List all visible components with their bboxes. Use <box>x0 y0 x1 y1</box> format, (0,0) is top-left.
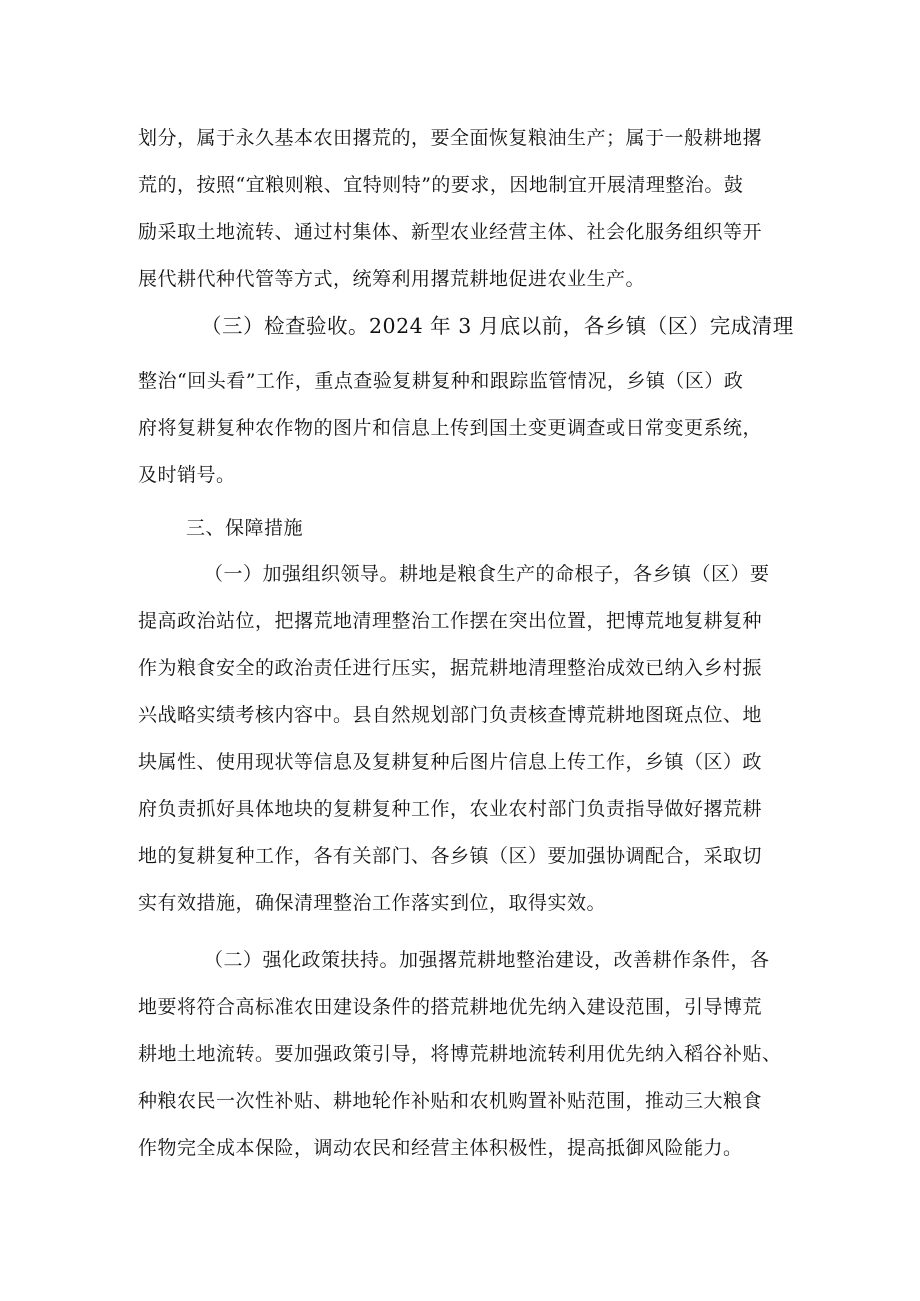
paragraph-line: 兴战略实绩考核内容中。县自然规划部门负责核查博荒耕地图斑点位、地 <box>138 704 763 726</box>
paragraph-line: 提高政治站位，把撂荒地清理整治工作摆在突出位置，把博荒地复耕复种 <box>138 610 763 632</box>
paragraph-line: 地要将符合高标准农田建设条件的搭荒耕地优先纳入建设范围，引导博荒 <box>138 996 763 1018</box>
paragraph-line: 种粮农民一次性补贴、耕地轮作补贴和农机购置补贴范围，推动三大粮食 <box>138 1090 763 1112</box>
paragraph-line: 作物完全成本保险，调动农民和经营主体积极性，提高抵御风险能力。 <box>138 1137 743 1159</box>
section-heading: 三、保障措施 <box>186 517 304 539</box>
paragraph-line: 及时销号。 <box>138 464 236 486</box>
paragraph-line: 府将复耕复种农作物的图片和信息上传到国土变更调查或日常变更系统， <box>138 417 763 439</box>
paragraph-line: （一）加强组织领导。耕地是粮食生产的命根子，各乡镇（区）要 <box>204 563 770 585</box>
paragraph-line: 荒的，按照“宜粮则粮、宜特则特”的要求，因地制宜开展清理整治。鼓 <box>138 174 744 196</box>
paragraph-line: 府负责抓好具体地块的复耕复种工作，农业农村部门负责指导做好撂荒耕 <box>138 798 763 820</box>
paragraph-line: 展代耕代种代管等方式，统筹利用撂荒耕地促进农业生产。 <box>138 268 646 290</box>
paragraph-line: 作为粮食安全的政治责任进行压实，据荒耕地清理整治成效已纳入乡村振 <box>138 657 763 679</box>
paragraph-line: 块属性、使用现状等信息及复耕复种后图片信息上传工作，乡镇（区）政 <box>138 751 763 773</box>
paragraph-line: 整治“回头看”工作，重点查验复耕复种和跟踪监管情况，乡镇（区）政 <box>138 370 744 392</box>
paragraph-line: 地的复耕复种工作，各有关部门、各乡镇（区）要加强协调配合，采取切 <box>138 845 763 867</box>
paragraph-line: （三）检查验收。2024 年 3 月底以前，各乡镇（区）完成清理 <box>201 314 794 338</box>
paragraph-line: 励采取土地流转、通过村集体、新型农业经营主体、社会化服务组织等开 <box>138 221 763 243</box>
paragraph-line: （二）强化政策扶持。加强撂荒耕地整治建设，改善耕作条件，各 <box>204 949 770 971</box>
paragraph-line: 划分，属于永久基本农田撂荒的，要全面恢复粮油生产；属于一般耕地撂 <box>138 127 763 149</box>
paragraph-line: 实有效措施，确保清理整治工作落实到位，取得实效。 <box>138 892 607 914</box>
paragraph-line: 耕地土地流转。要加强政策引导，将博荒耕地流转利用优先纳入稻谷补贴、 <box>138 1043 782 1065</box>
